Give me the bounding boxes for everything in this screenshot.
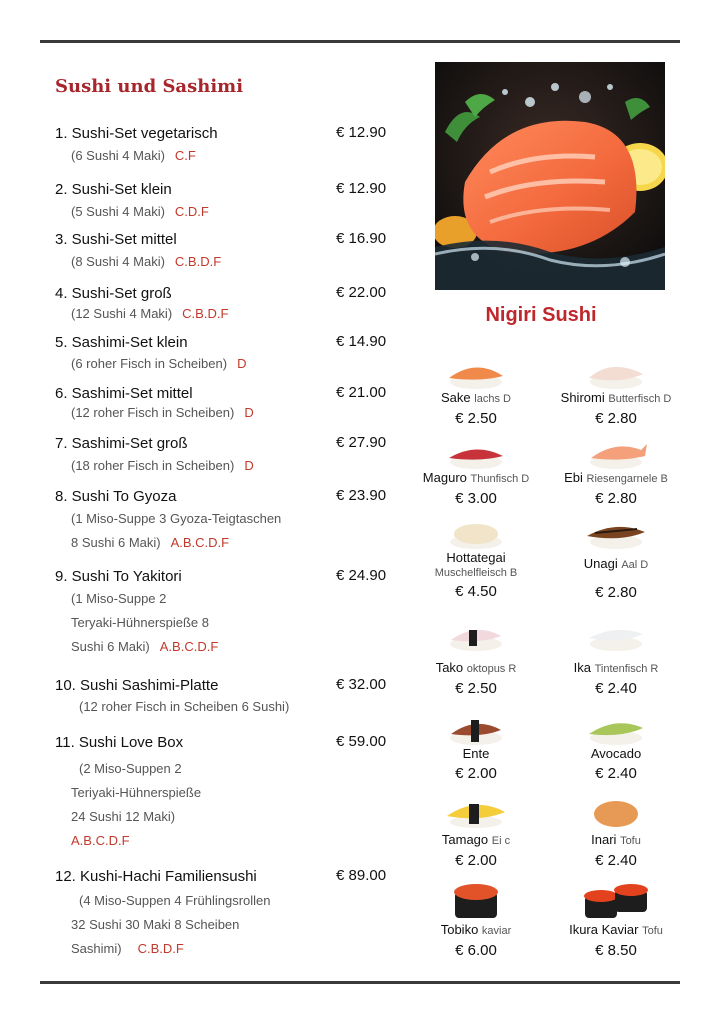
item-price: € 59.00 [336, 733, 387, 750]
menu-item-2 [55, 180, 400, 224]
menu-item-12 [55, 867, 400, 961]
allergen-codes: A.B.C.D.F [71, 833, 130, 848]
item-desc: Teriyaki-Hühnerspieße [71, 785, 202, 800]
nigiri-item-inari: Inari Tofu € 2.40 [546, 798, 686, 871]
section-title: Sushi und Sashimi [55, 76, 244, 97]
item-title: 8. Sushi To Gyoza [55, 488, 177, 505]
allergen-codes: C.B.D.F [137, 941, 184, 956]
item-price: € 27.90 [336, 434, 387, 451]
item-price: € 32.00 [336, 676, 387, 693]
nigiri-item-maguro: Maguro Thunfisch D € 3.00 [406, 440, 546, 509]
item-price: € 24.90 [336, 567, 387, 584]
item-desc: (5 Sushi 4 Maki) C.D.F [71, 204, 209, 219]
item-title: 7. Sashimi-Set groß [55, 435, 188, 452]
sake-nigiri-icon [441, 360, 511, 390]
nigiri-item-ikura: Ikura Kaviar Tofu € 8.50 [546, 882, 686, 961]
item-desc: (12 roher Fisch in Scheiben) D [71, 405, 254, 420]
item-title: 5. Sashimi-Set klein [55, 334, 188, 351]
menu-item-1 [55, 124, 400, 168]
menu-item-5 [55, 333, 400, 375]
allergen-codes: C.D.F [174, 204, 209, 219]
menu-item-4 [55, 284, 400, 324]
item-desc: (8 Sushi 4 Maki) C.B.D.F [71, 254, 222, 269]
hottategai-nigiri-icon [441, 520, 511, 550]
nigiri-price: € 2.80 [595, 584, 637, 601]
item-desc: (12 roher Fisch in Scheiben 6 Sushi) [79, 699, 290, 714]
nigiri-price: € 2.80 [595, 410, 637, 427]
menu-item-6 [55, 384, 400, 422]
item-title: 6. Sashimi-Set mittel [55, 385, 193, 402]
nigiri-title: Nigiri Sushi [485, 304, 597, 326]
inari-icon [581, 798, 651, 828]
ente-nigiri-icon [441, 716, 511, 746]
salmon-hero-image [435, 62, 665, 290]
nigiri-item-tobiko: Tobiko kaviar € 6.00 [406, 882, 546, 961]
nigiri-item-tamago: Tamago Ei c € 2.00 [406, 798, 546, 871]
nigiri-item-shiromi: Shiromi Butterfisch D € 2.80 [546, 360, 686, 429]
item-title: 11. Sushi Love Box [55, 734, 184, 751]
item-price: € 89.00 [336, 867, 387, 884]
top-rule [40, 40, 680, 43]
item-title: 3. Sushi-Set mittel [55, 231, 177, 248]
nigiri-item-avocado: Avocado € 2.40 [546, 716, 686, 784]
allergen-codes: C.B.D.F [174, 254, 222, 269]
nigiri-price: € 2.00 [455, 852, 497, 869]
item-title: 10. Sushi Sashimi-Platte [55, 677, 219, 694]
nigiri-price: € 2.00 [455, 765, 497, 782]
nigiri-item-sake: Sake lachs D € 2.50 [406, 360, 546, 429]
unagi-nigiri-icon [581, 520, 651, 550]
item-desc: Sashimi) C.B.D.F [71, 941, 184, 956]
item-title: 2. Sushi-Set klein [55, 181, 172, 198]
menu-item-9 [55, 567, 400, 659]
item-title: 1. Sushi-Set vegetarisch [55, 125, 218, 142]
menu-item-11 [55, 733, 400, 853]
item-title: 12. Kushi-Hachi Familiensushi [55, 868, 257, 885]
allergen-codes: A.B.C.D.F [159, 639, 219, 654]
allergen-codes: D [237, 356, 247, 371]
item-price: € 12.90 [336, 124, 387, 141]
shiromi-nigiri-icon [581, 360, 651, 390]
item-price: € 14.90 [336, 333, 387, 350]
nigiri-item-tako: Tako oktopus R € 2.50 [406, 622, 546, 699]
ebi-nigiri-icon [581, 440, 651, 470]
item-desc: Teryaki-Hühnerspieße 8 [71, 615, 210, 630]
allergen-codes: C.B.D.F [182, 306, 229, 321]
nigiri-item-ika: Ika Tintenfisch R € 2.40 [546, 622, 686, 699]
item-desc: 8 Sushi 6 Maki) A.B.C.D.F [71, 535, 230, 550]
item-desc: (1 Miso-Suppe 2 [71, 591, 167, 606]
menu-item-7 [55, 434, 400, 478]
tako-nigiri-icon [441, 622, 511, 652]
item-desc: (4 Miso-Suppen 4 Frühlingsrollen [79, 893, 271, 908]
menu-item-10 [55, 676, 400, 718]
ika-nigiri-icon [581, 622, 651, 652]
item-price: € 21.00 [336, 384, 387, 401]
nigiri-price: € 6.00 [455, 942, 497, 959]
item-desc: (2 Miso-Suppen 2 [79, 761, 182, 776]
item-price: € 12.90 [336, 180, 387, 197]
item-desc: Sushi 6 Maki) A.B.C.D.F [71, 639, 219, 654]
ikura-gunkan-icon [581, 882, 651, 920]
nigiri-price: € 2.40 [595, 680, 637, 697]
allergen-codes: C.F [174, 148, 196, 163]
nigiri-item-unagi: Unagi Aal D € 2.80 [546, 520, 686, 603]
item-title: 9. Sushi To Yakitori [55, 568, 182, 585]
nigiri-price: € 2.80 [595, 490, 637, 507]
nigiri-price: € 8.50 [595, 942, 637, 959]
avocado-nigiri-icon [581, 716, 651, 746]
menu-item-8 [55, 487, 400, 555]
allergen-codes: D [244, 405, 254, 420]
allergen-codes: D [244, 458, 254, 473]
nigiri-price: € 4.50 [455, 583, 497, 600]
nigiri-price: € 2.40 [595, 852, 637, 869]
nigiri-item-ente: Ente € 2.00 [406, 716, 546, 784]
item-desc: (6 Sushi 4 Maki) C.F [71, 148, 196, 163]
item-desc: 32 Sushi 30 Maki 8 Scheiben [71, 917, 240, 932]
nigiri-item-ebi: Ebi Riesengarnele B € 2.80 [546, 440, 686, 509]
tobiko-gunkan-icon [441, 882, 511, 920]
tamago-nigiri-icon [441, 798, 511, 828]
item-price: € 23.90 [336, 487, 387, 504]
item-desc: 24 Sushi 12 Maki) [71, 809, 176, 824]
allergen-codes: A.B.C.D.F [170, 535, 230, 550]
item-desc: (18 roher Fisch in Scheiben) D [71, 458, 254, 473]
item-price: € 22.00 [336, 284, 387, 301]
item-desc: (12 Sushi 4 Maki) C.B.D.F [71, 306, 229, 321]
item-desc: (6 roher Fisch in Scheiben) D [71, 356, 247, 371]
menu-item-3 [55, 230, 400, 274]
nigiri-item-hottategai: Hottategai Muschelfleisch B € 4.50 [406, 520, 546, 602]
item-price: € 16.90 [336, 230, 387, 247]
bottom-rule [40, 981, 680, 984]
nigiri-price: € 2.50 [455, 410, 497, 427]
nigiri-price: € 2.40 [595, 765, 637, 782]
maguro-nigiri-icon [441, 440, 511, 470]
nigiri-price: € 2.50 [455, 680, 497, 697]
item-desc: (1 Miso-Suppe 3 Gyoza-Teigtaschen [71, 511, 282, 526]
nigiri-price: € 3.00 [455, 490, 497, 507]
item-title: 4. Sushi-Set groß [55, 285, 172, 302]
